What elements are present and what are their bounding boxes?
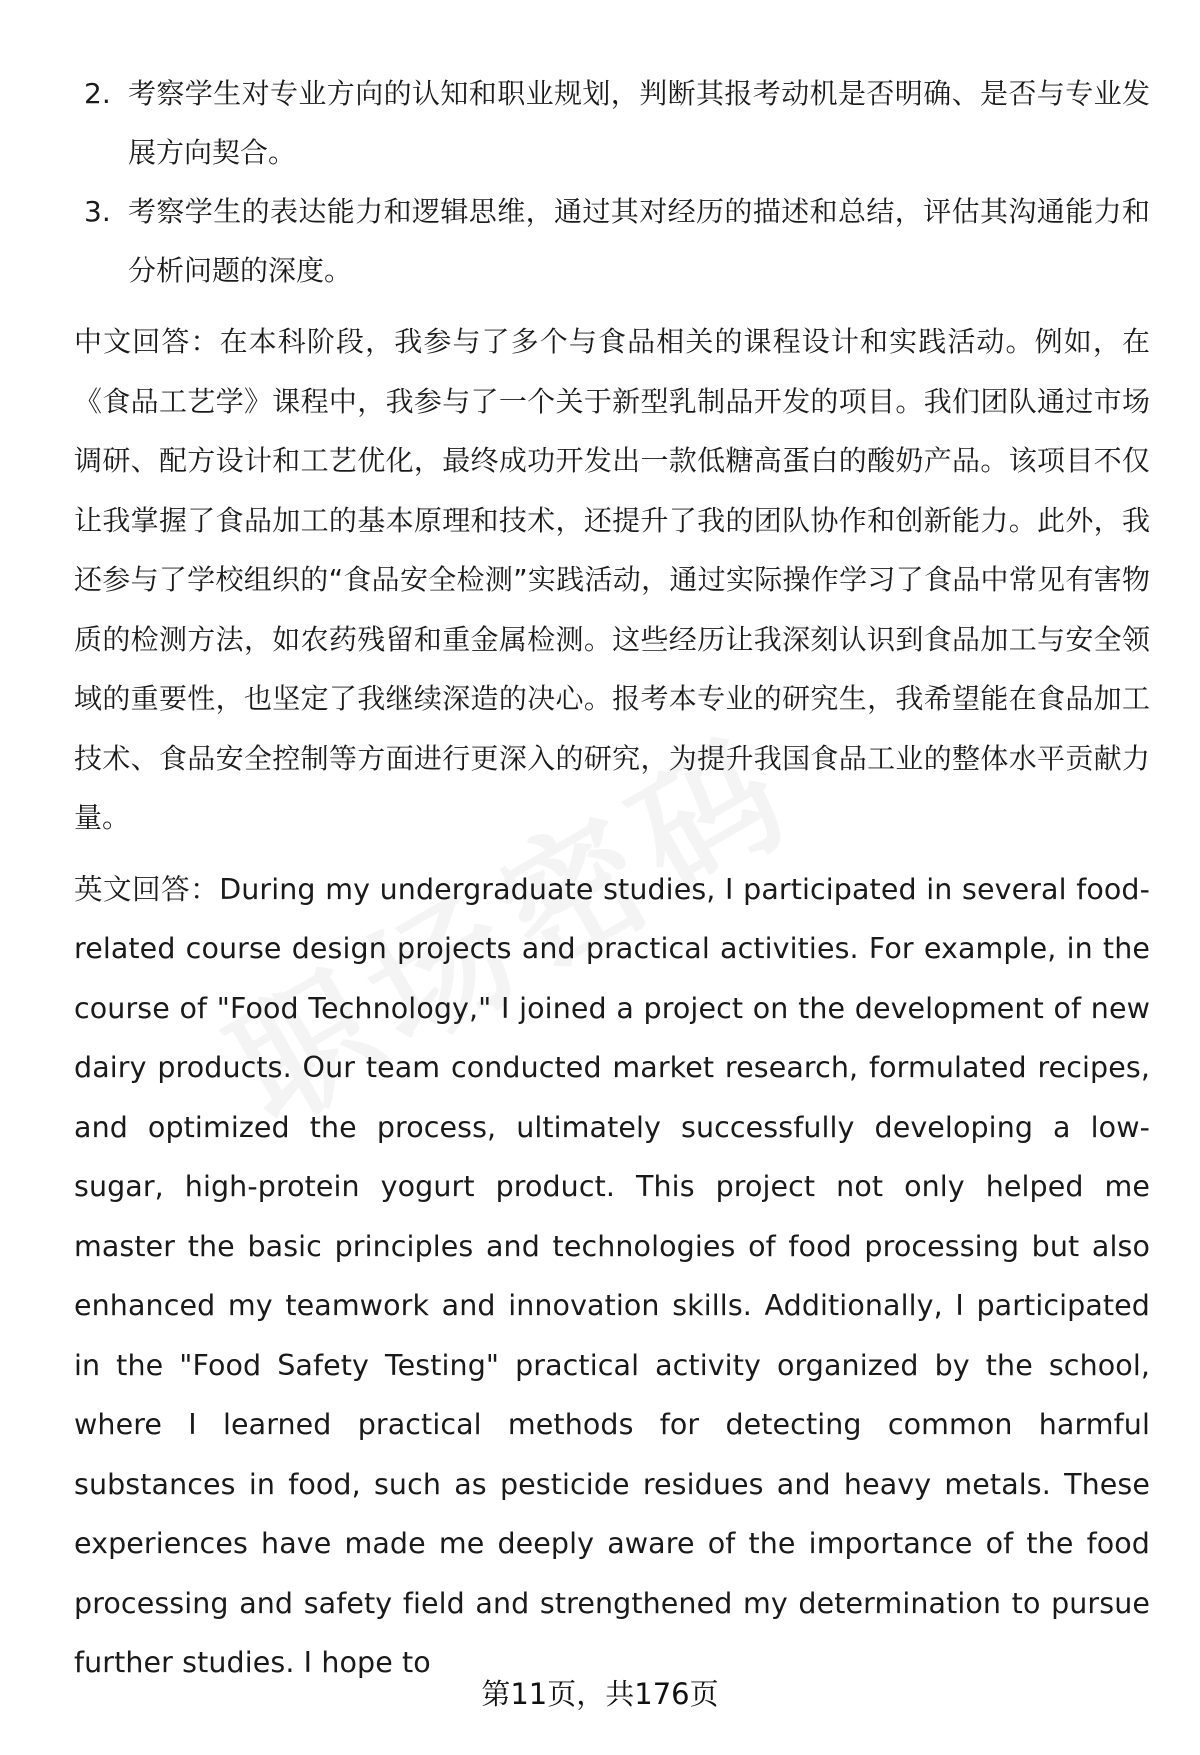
- criteria-list: [74, 64, 1150, 300]
- list-text: 考察学生对专业方向的认知和职业规划，判断其报考动机是否明确、是否与专业发展方向契合。: [128, 77, 1150, 169]
- english-answer-text: During my undergraduate studies, I participated in several food-related course design projects and practical activities. For example, in the course of "Food Technology," I joined a project on the development of new dairy products. Our team conducted market research, formulated recipes, and optimized the process, ultimately successfully developing a low-sugar, high-protein yogurt product. This project not only helped me master the basic principles and technologies of food processing but also enhanced my teamwork and innovation skills. Additionally, I participated in the "Food Safety Testing" practical activity organized by the school, where I learned practical methods for detecting common harmful substances in food, such as pesticide residues and heavy metals. These experiences have made me deeply aware of the importance of the food processing and safety field and strengthened my determination to pursue further studies. I hope to: [74, 872, 1150, 1679]
- list-text: 考察学生的表达能力和逻辑思维，通过其对经历的描述和总结，评估其沟通能力和分析问题的深度。: [128, 195, 1150, 287]
- list-item: [74, 182, 1150, 300]
- page-content: [74, 64, 1150, 1693]
- english-answer-label: 英文回答：: [74, 872, 220, 906]
- list-number: 3.: [84, 195, 111, 228]
- list-number: 2.: [84, 77, 111, 110]
- list-item: [74, 64, 1150, 182]
- chinese-answer-paragraph: [74, 312, 1150, 848]
- english-answer-paragraph: [74, 860, 1150, 1693]
- chinese-answer-label: 中文回答：: [74, 325, 220, 358]
- page-number-footer: 第11页，共176页: [481, 1677, 719, 1711]
- chinese-answer-text: 在本科阶段，我参与了多个与食品相关的课程设计和实践活动。例如，在《食品工艺学》课程中，我参与了一个关于新型乳制品开发的项目。我们团队通过市场调研、配方设计和工艺优化，最终成功开发出一款低糖高蛋白的酸奶产品。该项目不仅让我掌握了食品加工的基本原理和技术，还提升了我的团队协作和创新能力。此外，我还参与了学校组织的“食品安全检测”实践活动，通过实际操作学习了食品中常见有害物质的检测方法，如农药残留和重金属检测。这些经历让我深刻认识到食品加工与安全领域的重要性，也坚定了我继续深造的决心。报考本专业的研究生，我希望能在食品加工技术、食品安全控制等方面进行更深入的研究，为提升我国食品工业的整体水平贡献力量。: [74, 325, 1150, 834]
